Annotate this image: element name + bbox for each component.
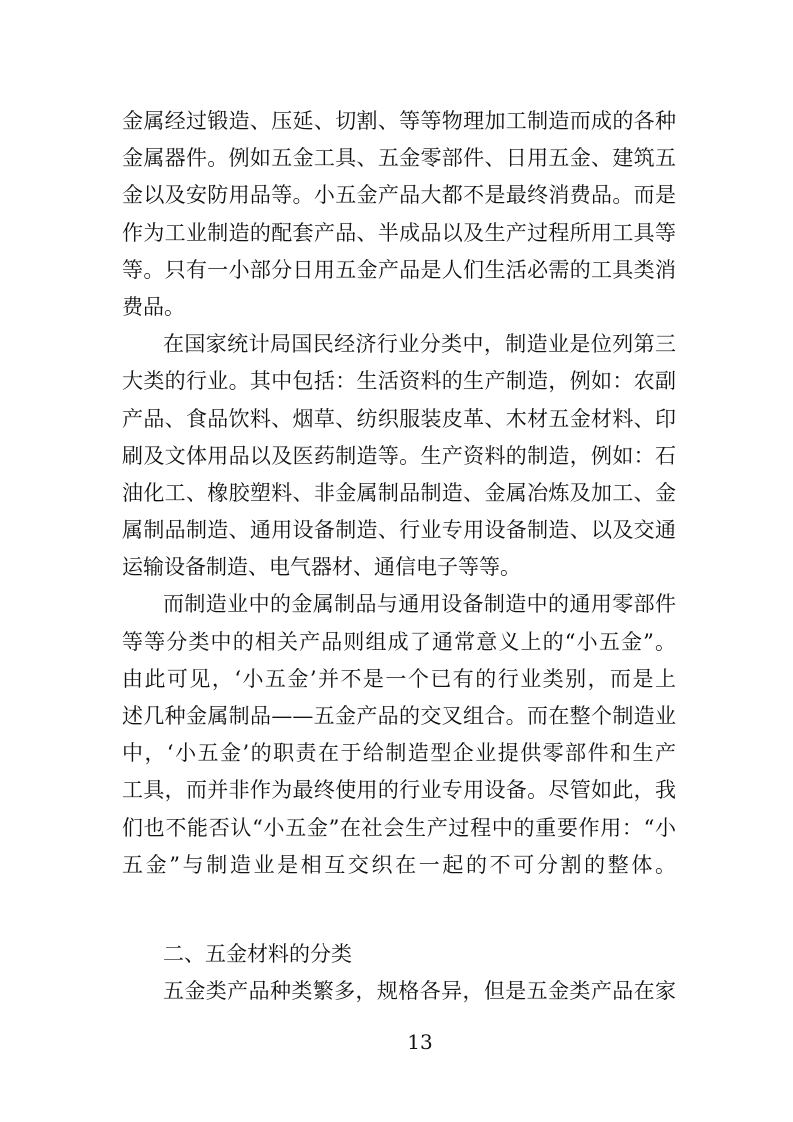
paragraph-3 (122, 586, 676, 884)
text-line: 油化工、橡胶塑料、非金属制品制造、金属冶炼及加工、金 (122, 480, 676, 505)
text-line: 属制品制造、通用设备制造、行业专用设备制造、以及交通 (122, 518, 676, 543)
text-line: 费品。 (122, 294, 185, 319)
text-line: 等。只有一小部分日用五金产品是人们生活必需的工具类消 (122, 257, 676, 282)
text-line: 金属经过锻造、压延、切割、等等物理加工制造而成的各种 (122, 109, 676, 133)
text-line: 五金”与制造业是相互交织在一起的不可分割的整体。 (122, 852, 676, 877)
paragraph-1 (122, 103, 676, 326)
text-line: 五金类产品种类繁多，规格各异，但是五金类产品在家 (163, 979, 676, 1004)
text-line: 等等分类中的相关产品则组成了通常意义上的“小五金”。 (122, 629, 676, 654)
text-line: 中，‘小五金’的职责在于给制造型企业提供零部件和生产 (122, 741, 676, 766)
text-line: 金属器件。例如五金工具、五金零部件、日用五金、建筑五 (122, 146, 676, 171)
paragraph-4 (122, 973, 676, 1010)
text-line: 在国家统计局国民经济行业分类中，制造业是位列第三 (163, 332, 676, 357)
text-line: 而制造业中的金属制品与通用设备制造中的通用零部件 (163, 592, 676, 617)
page-body (122, 103, 676, 1010)
section-heading: 二、五金材料的分类 (163, 941, 352, 966)
text-line: 大类的行业。其中包括：生活资料的生产制造，例如：农副 (122, 369, 676, 394)
text-line: 由此可见，‘小五金’并不是一个已有的行业类别，而是上 (122, 666, 676, 691)
text-line: 工具，而并非作为最终使用的行业专用设备。尽管如此，我 (122, 778, 676, 803)
text-line: 们也不能否认“小五金”在社会生产过程中的重要作用：“小 (122, 815, 676, 840)
text-line: 金以及安防用品等。小五金产品大都不是最终消费品。而是 (122, 183, 676, 208)
text-line: 产品、食品饮料、烟草、纺织服装皮革、木材五金材料、印 (122, 406, 676, 431)
text-line: 作为工业制造的配套产品、半成品以及生产过程所用工具等 (122, 220, 676, 245)
paragraph-2 (122, 326, 676, 586)
text-line: 述几种金属制品——五金产品的交叉组合。而在整个制造业 (122, 704, 676, 728)
page-number: 13 (407, 1030, 433, 1054)
section-spacer (122, 884, 676, 936)
text-line: 运输设备制造、电气器材、通信电子等等。 (122, 555, 521, 580)
text-line: 刷及文体用品以及医药制造等。生产资料的制造，例如：石 (122, 443, 676, 468)
